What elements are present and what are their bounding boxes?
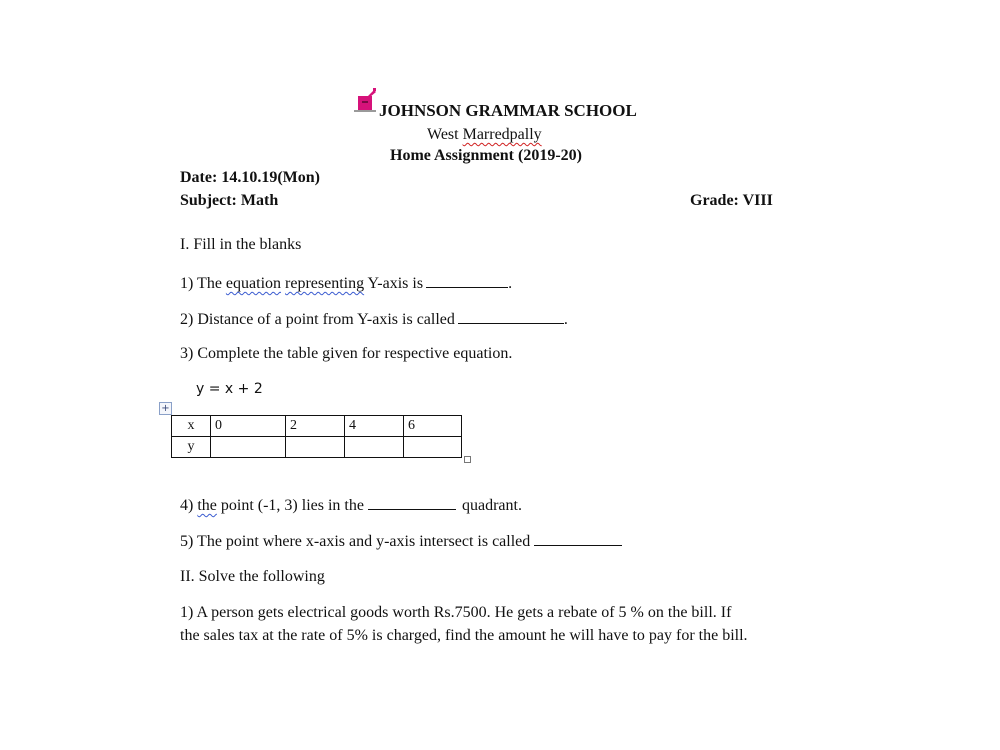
question-4 bbox=[180, 495, 522, 515]
q1-suffix: Y-axis is bbox=[364, 275, 424, 292]
table-resize-handle[interactable] bbox=[464, 456, 471, 463]
q1-word-equation: equation bbox=[225, 275, 282, 292]
q2-answer-blank[interactable] bbox=[458, 309, 564, 324]
question-5 bbox=[180, 531, 622, 551]
table-row-y bbox=[172, 437, 462, 458]
table-cell[interactable]: x bbox=[172, 416, 211, 437]
section2-q1-line2: the sales tax at the rate of 5% is charged, find the amount he will have to pay for the bill. bbox=[180, 627, 748, 644]
question-3: 3) Complete the table given for respective equation. bbox=[180, 345, 513, 362]
table-cell[interactable]: 2 bbox=[286, 416, 345, 437]
location-word-marredpally: Marredpally bbox=[462, 126, 542, 143]
table-cell[interactable]: 4 bbox=[345, 416, 404, 437]
q2-period: . bbox=[563, 311, 568, 328]
equation: y = x + 2 bbox=[196, 381, 263, 397]
q4-answer-blank[interactable] bbox=[368, 495, 456, 510]
q2-text: 2) Distance of a point from Y-axis is called bbox=[180, 311, 455, 328]
location-word-west: West bbox=[427, 126, 463, 143]
table-move-handle-icon[interactable]: + bbox=[159, 402, 172, 415]
xy-table bbox=[171, 415, 462, 458]
table-cell[interactable] bbox=[345, 437, 404, 458]
subject-line: Subject: Math bbox=[180, 192, 279, 209]
grade-line: Grade: VIII bbox=[690, 192, 773, 209]
q4-word-the: the bbox=[197, 497, 217, 514]
school-name: JOHNSON GRAMMAR SCHOOL bbox=[379, 101, 637, 120]
q4-prefix: 4) bbox=[180, 497, 198, 514]
section2-q1-line1: 1) A person gets electrical goods worth Rs.7500. He gets a rebate of 5 % on the bill. If bbox=[180, 604, 732, 621]
table-cell[interactable] bbox=[404, 437, 462, 458]
q1-answer-blank[interactable] bbox=[426, 273, 508, 288]
q4-mid: point (-1, 3) lies in the bbox=[216, 497, 364, 514]
q5-text: 5) The point where x-axis and y-axis intersect is called bbox=[180, 533, 531, 550]
q4-end: quadrant. bbox=[461, 497, 522, 514]
date-line: Date: 14.10.19(Mon) bbox=[180, 169, 320, 186]
table-cell[interactable] bbox=[286, 437, 345, 458]
q1-period: . bbox=[508, 275, 513, 292]
table-cell[interactable]: y bbox=[172, 437, 211, 458]
table-cell[interactable]: 6 bbox=[404, 416, 462, 437]
section2-title: II. Solve the following bbox=[180, 568, 325, 585]
table-cell[interactable] bbox=[211, 437, 286, 458]
question-2 bbox=[180, 309, 568, 329]
section1-title: I. Fill in the blanks bbox=[180, 236, 302, 253]
table-cell[interactable]: 0 bbox=[211, 416, 286, 437]
school-logo-icon bbox=[354, 88, 378, 118]
q5-answer-blank[interactable] bbox=[534, 531, 622, 546]
q1-prefix: 1) The bbox=[180, 275, 226, 292]
assignment-title: Home Assignment (2019-20) bbox=[390, 147, 582, 164]
question-1 bbox=[180, 273, 512, 293]
school-location bbox=[427, 126, 542, 144]
table-row-x bbox=[172, 416, 462, 437]
q1-word-representing: representing bbox=[285, 275, 365, 292]
